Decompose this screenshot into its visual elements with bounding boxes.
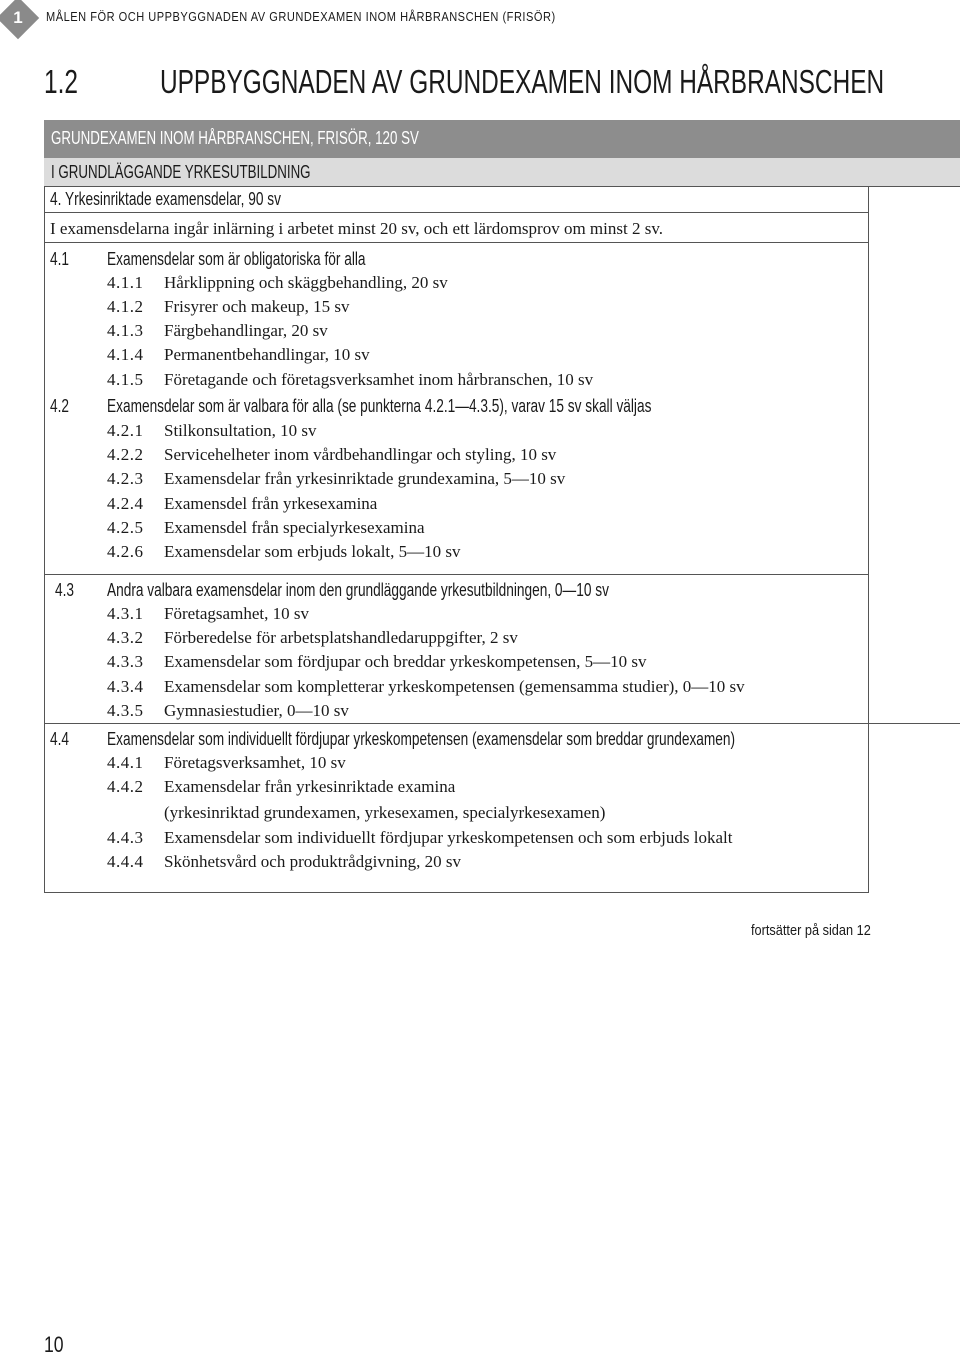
degree-title: GRUNDEXAMEN INOM HÅRBRANSCHEN, FRISÖR, 120 SV — [51, 128, 419, 148]
item-text-continuation: (yrkesinriktad grundexamen, yrkesexamen, specialyrkesexamen) — [164, 803, 606, 822]
item-text: Examensdelar från yrkesinriktade grundexamina, 5—10 sv — [164, 469, 566, 488]
item-text: Gymnasiestudier, 0—10 sv — [164, 701, 349, 720]
item-text: Förberedelse för arbetsplatshandledaruppgifter, 2 sv — [164, 628, 518, 647]
part-title: 4. Yrkesinriktade examensdelar, 90 sv — [50, 189, 281, 209]
item-text: Hårklippning och skäggbehandling, 20 sv — [164, 273, 448, 292]
item-text: Examensdelar från yrkesinriktade examina — [164, 777, 456, 796]
item-text: Företagsverksamhet, 10 sv — [164, 753, 346, 772]
item-text: Företagsamhet, 10 sv — [164, 604, 309, 623]
group-title: Examensdelar som är obligatoriska för alla — [107, 249, 366, 269]
section-title: UPPBYGGNADEN AV GRUNDEXAMEN INOM HÅRBRANSCHEN — [160, 63, 885, 100]
item-number: 4.2.1 — [107, 421, 144, 440]
group-number: 4.4 — [50, 729, 70, 749]
item-text: Examensdelar som fördjupar och breddar yrkeskompetensen, 5—10 sv — [164, 652, 647, 671]
item-number: 4.1.2 — [107, 297, 144, 316]
chapter-number: 1 — [13, 8, 23, 27]
item-text: Permanentbehandlingar, 10 sv — [164, 345, 370, 364]
item-text: Examensdel från specialyrkesexamina — [164, 518, 425, 537]
item-number: 4.2.3 — [107, 469, 144, 488]
item-text: Företagande och företagsverksamhet inom hårbranschen, 10 sv — [164, 370, 594, 389]
item-text: Frisyrer och makeup, 15 sv — [164, 297, 350, 316]
item-number: 4.1.3 — [107, 321, 144, 340]
group-number: 4.3 — [55, 580, 75, 600]
item-number: 4.4.1 — [107, 753, 144, 772]
group-title: Andra valbara examensdelar inom den grundläggande yrkesutbildningen, 0—10 sv — [107, 580, 609, 600]
item-number: 4.1.5 — [107, 370, 144, 389]
item-number: 4.1.4 — [107, 345, 144, 364]
item-number: 4.3.2 — [107, 628, 144, 647]
item-text: Servicehelheter inom vårdbehandlingar och styling, 10 sv — [164, 445, 557, 464]
group-title: Examensdelar som individuellt fördjupar yrkeskompetensen (examensdelar som breddar grundexamen) — [107, 729, 736, 749]
section-number: 1.2 — [44, 63, 78, 100]
item-number: 4.4.2 — [107, 777, 144, 796]
item-text: Färgbehandlingar, 20 sv — [164, 321, 328, 340]
item-text: Examensdelar som erbjuds lokalt, 5—10 sv — [164, 542, 461, 561]
group-number: 4.1 — [50, 249, 70, 269]
item-number: 4.4.3 — [107, 828, 144, 847]
item-number: 4.2.2 — [107, 445, 144, 464]
item-text: Examensdelar som individuellt fördjupar yrkeskompetensen och som erbjuds lokalt — [164, 828, 733, 847]
item-number: 4.2.5 — [107, 518, 144, 537]
item-number: 4.2.6 — [107, 542, 144, 561]
degree-banner — [44, 120, 960, 158]
item-number: 4.3.4 — [107, 677, 144, 696]
continue-note: fortsätter på sidan 12 — [751, 922, 871, 939]
item-number: 4.3.5 — [107, 701, 144, 720]
item-number: 4.2.4 — [107, 494, 144, 513]
item-text: Stilkonsultation, 10 sv — [164, 421, 317, 440]
item-number: 4.4.4 — [107, 852, 144, 871]
page-number: 10 — [44, 1332, 64, 1357]
item-text: Examensdelar som kompletterar yrkeskompetensen (gemensamma studier), 0—10 sv — [164, 677, 745, 696]
degree-subtitle: I GRUNDLÄGGANDE YRKESUTBILDNING — [51, 162, 311, 182]
group-number: 4.2 — [50, 396, 70, 416]
part-intro: I examensdelarna ingår inlärning i arbetet minst 20 sv, och ett lärdomsprov om minst 2 sv. — [50, 219, 663, 238]
group-title: Examensdelar som är valbara för alla (se punkterna 4.2.1—4.3.5), varav 15 sv skall väljas — [107, 396, 652, 416]
item-number: 4.1.1 — [107, 273, 144, 292]
degree-subtitle-bar — [44, 158, 960, 187]
item-number: 4.3.3 — [107, 652, 144, 671]
running-head: MÅLEN FÖR OCH UPPBYGGNADEN AV GRUNDEXAMEN INOM HÅRBRANSCHEN (FRISÖR) — [46, 9, 556, 24]
item-text: Examensdel från yrkesexamina — [164, 494, 378, 513]
item-number: 4.3.1 — [107, 604, 144, 623]
item-text: Skönhetsvård och produktrådgivning, 20 sv — [164, 852, 461, 871]
